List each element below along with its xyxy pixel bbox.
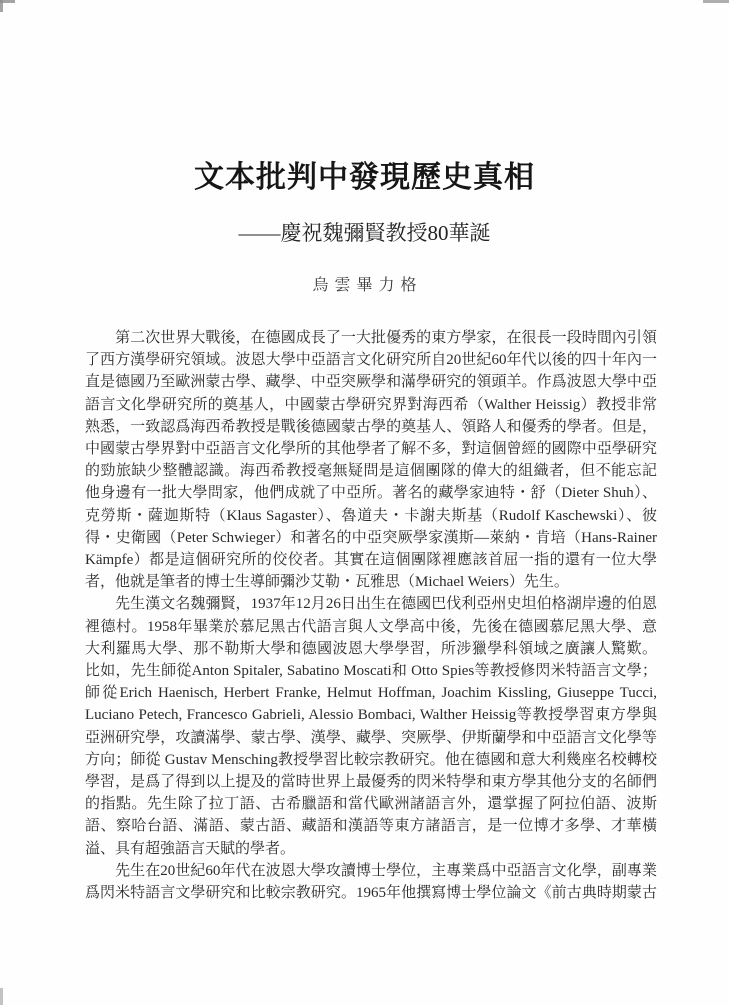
body-line: 得・史衛國（Peter Schwieger）和著名的中亞突厥學家漢斯—萊納・肯培（Hans-Rainer xyxy=(85,529,657,546)
body-line: 克勞斯・薩迦斯特（Klaus Sagaster）、魯道夫・卡謝夫斯基（Rudolf Kaschewski）、彼 xyxy=(85,507,657,524)
body-line: 裡德村。1958年畢業於慕尼黑古代語言與人文學高中後，先後在德國慕尼黑大學、意 xyxy=(85,618,657,635)
body-line: 溢、具有超強語言天賦的學者。 xyxy=(85,840,296,857)
body-line: 先生漢文名魏彌賢，1937年12月26日出生在德國巴伐利亞州史坦伯格湖岸邊的伯恩 xyxy=(85,596,657,613)
article-body xyxy=(85,327,657,904)
body-line: 先生在20世紀60年代在波恩大學攻讀博士學位，主專業爲中亞語言文化學，副專業 xyxy=(85,862,657,879)
body-line: 語言文化學研究所的奠基人，中國蒙古學研究界對海西希（Walther Heissig）教授非常 xyxy=(85,396,657,413)
scan-artifact-bottom-left xyxy=(0,988,3,1005)
body-line: Kämpfe）都是這個研究所的佼佼者。其實在這個團隊裡應該首屈一指的還有一位大學 xyxy=(85,552,657,569)
body-line: 比如，先生師從Anton Spitaler, Sabatino Moscati和 Otto Spies等教授修閃米特語言文學； xyxy=(85,663,657,680)
body-line: 爲閃米特語言文學研究和比較宗教研究。1965年他撰寫博士學位論文《前古典時期蒙古 xyxy=(85,885,657,902)
body-line: 中國蒙古學界對中亞語言文化學所的其他學者了解不多，對這個曾經的國際中亞學研究 xyxy=(85,441,657,458)
body-line: 熟悉，一致認爲海西希教授是戰後德國蒙古學的奠基人、領路人和優秀的學者。但是， xyxy=(85,418,657,435)
body-line: 語、察哈台語、滿語、蒙古語、藏語和漢語等東方諸語言，是一位博才多學、才華橫 xyxy=(85,818,657,835)
article-author: 烏雲畢力格 xyxy=(312,277,423,294)
body-line: 直是德國乃至歐洲蒙古學、藏學、中亞突厥學和滿學研究的領頭羊。作爲波恩大學中亞 xyxy=(85,374,657,391)
article-subtitle: ——慶祝魏彌賢教授80華誕 xyxy=(238,221,491,245)
body-line: 的指點。先生除了拉丁語、古希臘語和當代歐洲諸語言外，還掌握了阿拉伯語、波斯 xyxy=(85,796,657,813)
body-line: 者，他就是筆者的博士生導師彌沙艾勒・瓦雅思（Michael Weiers）先生。 xyxy=(85,574,569,591)
scan-artifact-top-left-vertical xyxy=(0,0,3,12)
body-line: 了西方漢學研究領域。波恩大學中亞語言文化研究所自20世紀60年代以後的四十年內一 xyxy=(85,352,657,369)
scan-artifact-top-right xyxy=(703,0,729,3)
scan-artifact-top-left xyxy=(0,0,15,3)
body-line: Luciano Petech, Francesco Gabrieli, Alessio Bombaci, Walther Heissig等教授學習東方學與 xyxy=(85,707,657,724)
body-line: 師從Erich Haenisch, Herbert Franke, Helmut Hoffman, Joachim Kissling, Giuseppe Tucci, xyxy=(85,685,657,702)
body-line: 他身邊有一批大學問家，他們成就了中亞所。著名的藏學家迪特・舒（Dieter Shuh）、 xyxy=(85,485,657,502)
body-line: 第二次世界大戰後，在德國成長了一大批優秀的東方學家，在很長一段時間內引領 xyxy=(85,330,657,346)
article-title: 文本批判中發現歷史真相 xyxy=(194,161,535,194)
body-line: 大利羅馬大學、那不勒斯大學和德國波恩大學學習，所涉獵學科領域之廣讓人驚歎。 xyxy=(85,640,657,657)
body-line: 的勁旅缺少整體認識。海西希教授毫無疑問是這個團隊的偉大的組織者，但不能忘記 xyxy=(85,463,657,480)
body-line: 方向；師從 Gustav Mensching教授學習比較宗教研究。他在德國和意大利幾座名校轉校 xyxy=(85,751,657,768)
body-line: 學習，是爲了得到以上提及的當時世界上最優秀的閃米特學和東方學其他分支的名師們 xyxy=(85,774,657,791)
body-line: 亞洲研究學，攻讀滿學、蒙古學、漢學、藏學、突厥學、伊斯蘭學和中亞語言文化學等 xyxy=(85,729,657,746)
